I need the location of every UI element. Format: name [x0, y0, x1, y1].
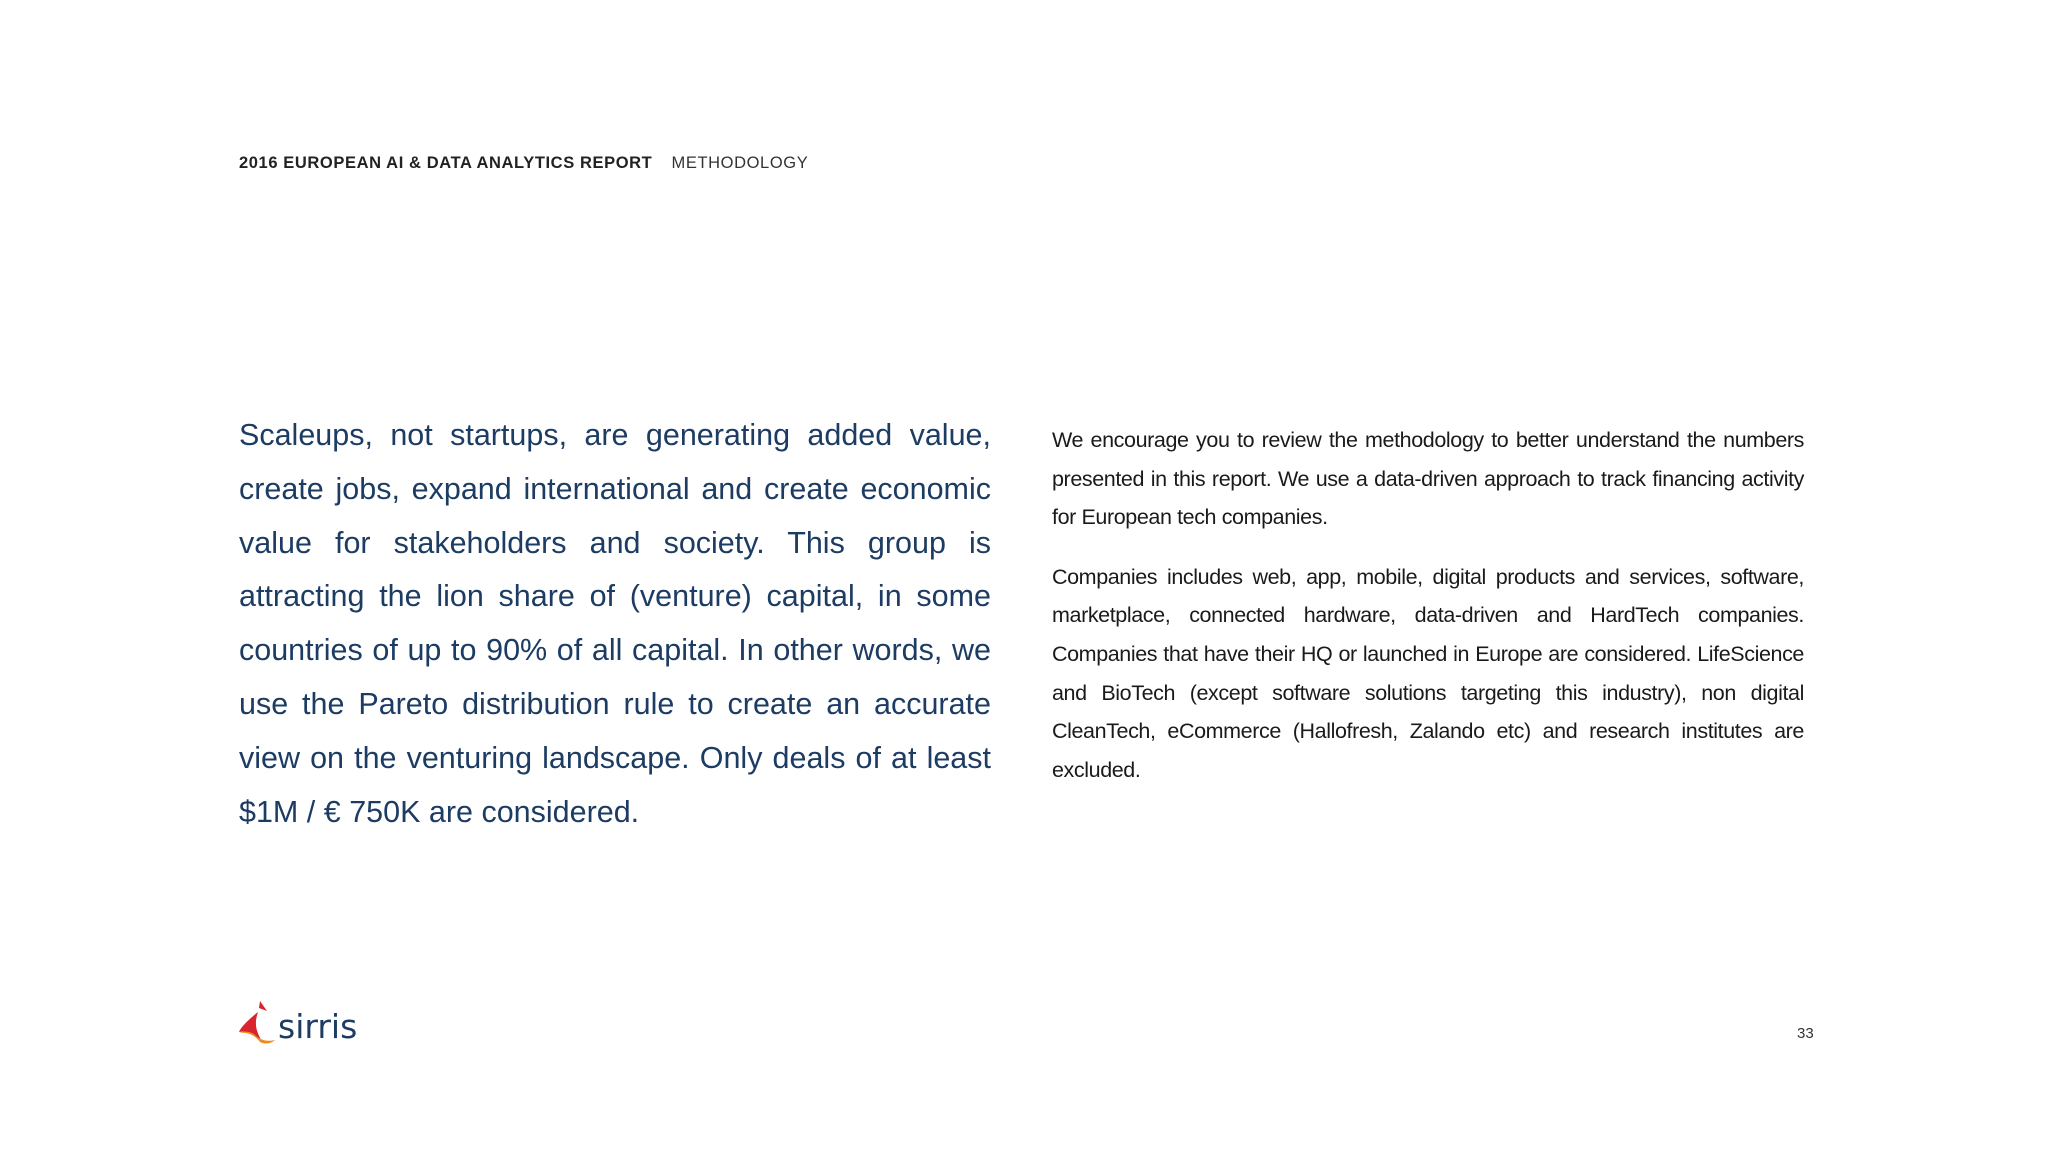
- methodology-paragraph-1: We encourage you to review the methodology to better understand the numbers presented in this report. We use a data-driven approach to track financing activity for European tech companies.: [1052, 428, 1804, 530]
- methodology-paragraph-2: Companies includes web, app, mobile, digital products and services, software, marketplace, connected hardware, data-driven and HardTech companies. Companies that have their HQ or launched in Europe are considered. LifeScience and BioTech (except software solutions targeting this industry), non digital CleanTech, eCommerce (Hallofresh, Zalando etc) and research institutes are excluded.: [1052, 564, 1804, 782]
- sirris-logo-mark-icon: [236, 1000, 276, 1046]
- report-header: [239, 154, 808, 173]
- lead-statement: Scaleups, not startups, are generating added value, create jobs, expand international and create economic value for stakeholders and society. This group is attracting the lion share of (venture) capital, in some countries of up to 90% of all capital. In other words, we use the Pareto distribution rule to create an accurate view on the venturing landscape. Only deals of at least $1M / € 750K are considered.: [239, 418, 991, 829]
- section-title: METHODOLOGY: [671, 154, 809, 172]
- page-number: 33: [1797, 1025, 1814, 1042]
- logo-wordmark: sirris: [278, 1006, 358, 1046]
- sirris-logo: [236, 999, 357, 1047]
- methodology-body: [1052, 421, 1804, 789]
- report-title: 2016 EUROPEAN AI & DATA ANALYTICS REPORT: [239, 154, 653, 172]
